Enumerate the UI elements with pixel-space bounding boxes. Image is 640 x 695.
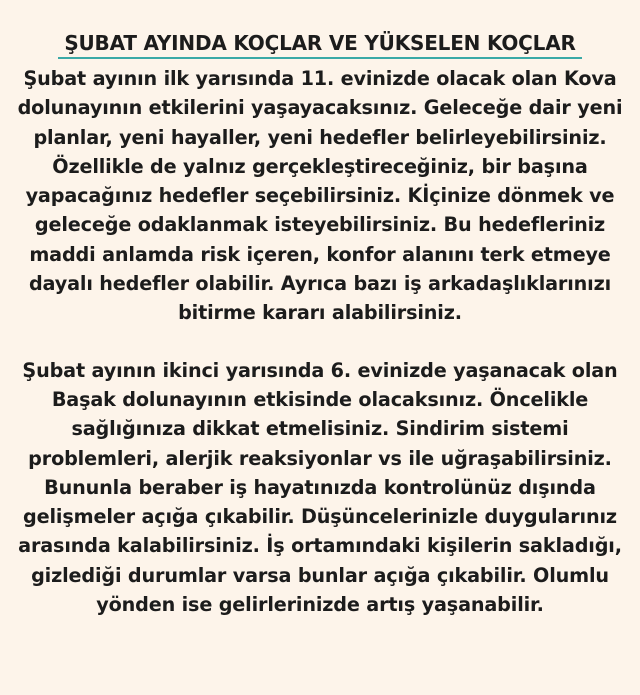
paragraph-line: sağlığınıza dikkat etmelisiniz. Sindirim sistemi <box>71 417 569 441</box>
paragraph-line: dayalı hedefler olabilir. Ayrıca bazı iş arkadaşlıklarınızı <box>28 272 612 296</box>
paragraph-line: Şubat ayının ikinci yarısında 6. evinizde yaşanacak olan <box>22 358 618 382</box>
paragraph-line: yapacağınız hedefler seçebilirsiniz. Kİçinize dönmek ve <box>25 184 615 208</box>
title-wrapper <box>0 30 640 64</box>
paragraph-line: Bununla beraber iş hayatınızda kontrolünüz dışında <box>44 475 596 499</box>
paragraph-line: planlar, yeni hayaller, yeni hedefler belirleyebilirsiniz. <box>33 125 607 149</box>
paragraph-line: bitirme kararı alabilirsiniz. <box>178 301 462 325</box>
paragraph-first-half <box>5 64 635 328</box>
paragraph-line: Özellikle de yalnız gerçekleştireceğiniz, bir başına <box>52 154 588 178</box>
paragraph-line: problemleri, alerjik reaksiyonlar vs ile uğraşabilirsiniz. <box>28 446 612 470</box>
paragraph-spacer <box>0 328 640 356</box>
paragraph-line: Başak dolunayının etkisinde olacaksınız. Öncelikle <box>51 387 589 411</box>
paragraph-line: yönden ise gelirlerinizde artış yaşanabilir. <box>96 593 544 617</box>
paragraph-line: maddi anlamda risk içeren, konfor alanını terk etmeye <box>29 242 611 266</box>
paragraph-line: gizlediği durumlar varsa bunlar açığa çıkabilir. Olumlu <box>31 563 609 587</box>
paragraph-second-half <box>5 356 635 620</box>
paragraph-line: dolunayının etkilerini yaşayacaksınız. Geleceğe dair yeni <box>17 96 623 120</box>
article-title: ŞUBAT AYINDA KOÇLAR VE YÜKSELEN KOÇLAR <box>58 30 581 59</box>
paragraph-line: gelişmeler açığa çıkabilir. Düşüncelerinizle duygularınız <box>23 505 617 529</box>
paragraph-line: arasında kalabilirsiniz. İş ortamındaki kişilerin sakladığı, <box>18 534 622 558</box>
paragraph-line: geleceğe odaklanmak isteyebilirsiniz. Bu hedefleriniz <box>34 213 606 237</box>
paragraph-line: Şubat ayının ilk yarısında 11. evinizde olacak olan Kova <box>23 67 617 90</box>
